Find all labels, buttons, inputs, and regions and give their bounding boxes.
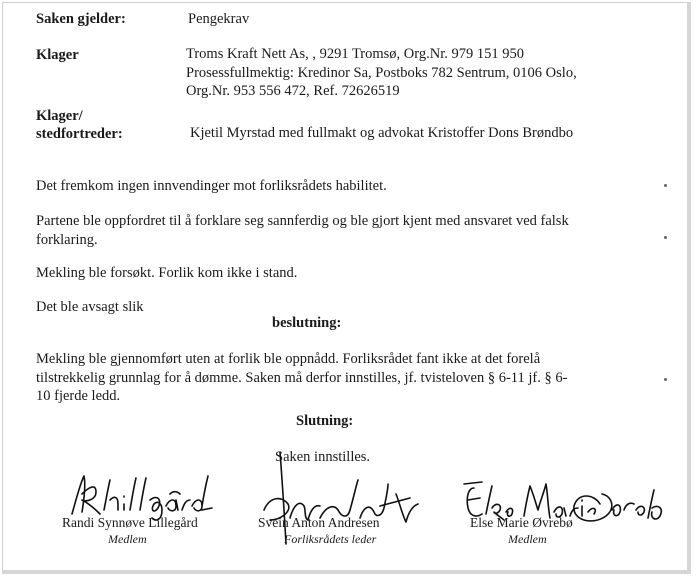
representative-label-2: stedfortreder: xyxy=(36,126,123,142)
subject-value: Pengekrav xyxy=(188,11,250,27)
signature-3-name: Else Marie Øvrebø xyxy=(470,515,573,530)
representative-label-1: Klager/ xyxy=(36,108,83,124)
decision-line-3: 10 fjerde ledd. xyxy=(36,388,121,404)
signature-2-role: Forliksrådets leder xyxy=(284,532,377,546)
plaintiff-line-3: Org.Nr. 953 556 472, Ref. 72626519 xyxy=(186,83,400,99)
paragraph-oppfordret-2: forklaring. xyxy=(36,232,98,248)
signature-3-role: Medlem xyxy=(508,532,547,546)
decision-line-1: Mekling ble gjennomført uten at forlik ble oppnådd. Forliksrådet fant ikke at det forelå xyxy=(36,351,541,367)
paragraph-habilitet: Det fremkom ingen innvendinger mot forliksrådets habilitet. xyxy=(36,178,387,194)
plaintiff-line-1: Troms Kraft Nett As, , 9291 Tromsø, Org.Nr. 979 151 950 xyxy=(186,46,524,62)
scan-speck xyxy=(664,236,667,239)
plaintiff-line-2: Prosessfullmektig: Kredinor Sa, Postboks 782 Sentrum, 0106 Oslo, xyxy=(186,65,577,81)
representative-value: Kjetil Myrstad med fullmakt og advokat Kristoffer Dons Brøndbo xyxy=(190,125,574,141)
signature-lillegard xyxy=(66,470,216,520)
paragraph-avsagt: Det ble avsagt slik xyxy=(36,299,144,315)
paragraph-mekling: Mekling ble forsøkt. Forlik kom ikke i stand. xyxy=(36,265,298,281)
conclusion-text: Saken innstilles. xyxy=(275,449,371,465)
signature-2-name: Svein Anton Andresen xyxy=(258,515,380,530)
plaintiff-label: Klager xyxy=(36,47,79,63)
paragraph-oppfordret-1: Partene ble oppfordret til å forklare seg sannferdig og ble gjort kjent med ansvaret ved falsk xyxy=(36,213,569,229)
signature-1-role: Medlem xyxy=(108,532,147,546)
subject-label: Saken gjelder: xyxy=(36,11,126,27)
conclusion-heading: Slutning: xyxy=(296,413,354,429)
scan-speck xyxy=(664,184,667,187)
decision-heading: beslutning: xyxy=(272,315,342,331)
scan-speck xyxy=(664,378,667,381)
signature-1-name: Randi Synnøve Lillegård xyxy=(62,515,198,530)
decision-line-2: tilstrekkelig grunnlag for å dømme. Saken må derfor innstilles, jf. tvisteloven § 6-11 jf. § 6- xyxy=(36,370,568,386)
